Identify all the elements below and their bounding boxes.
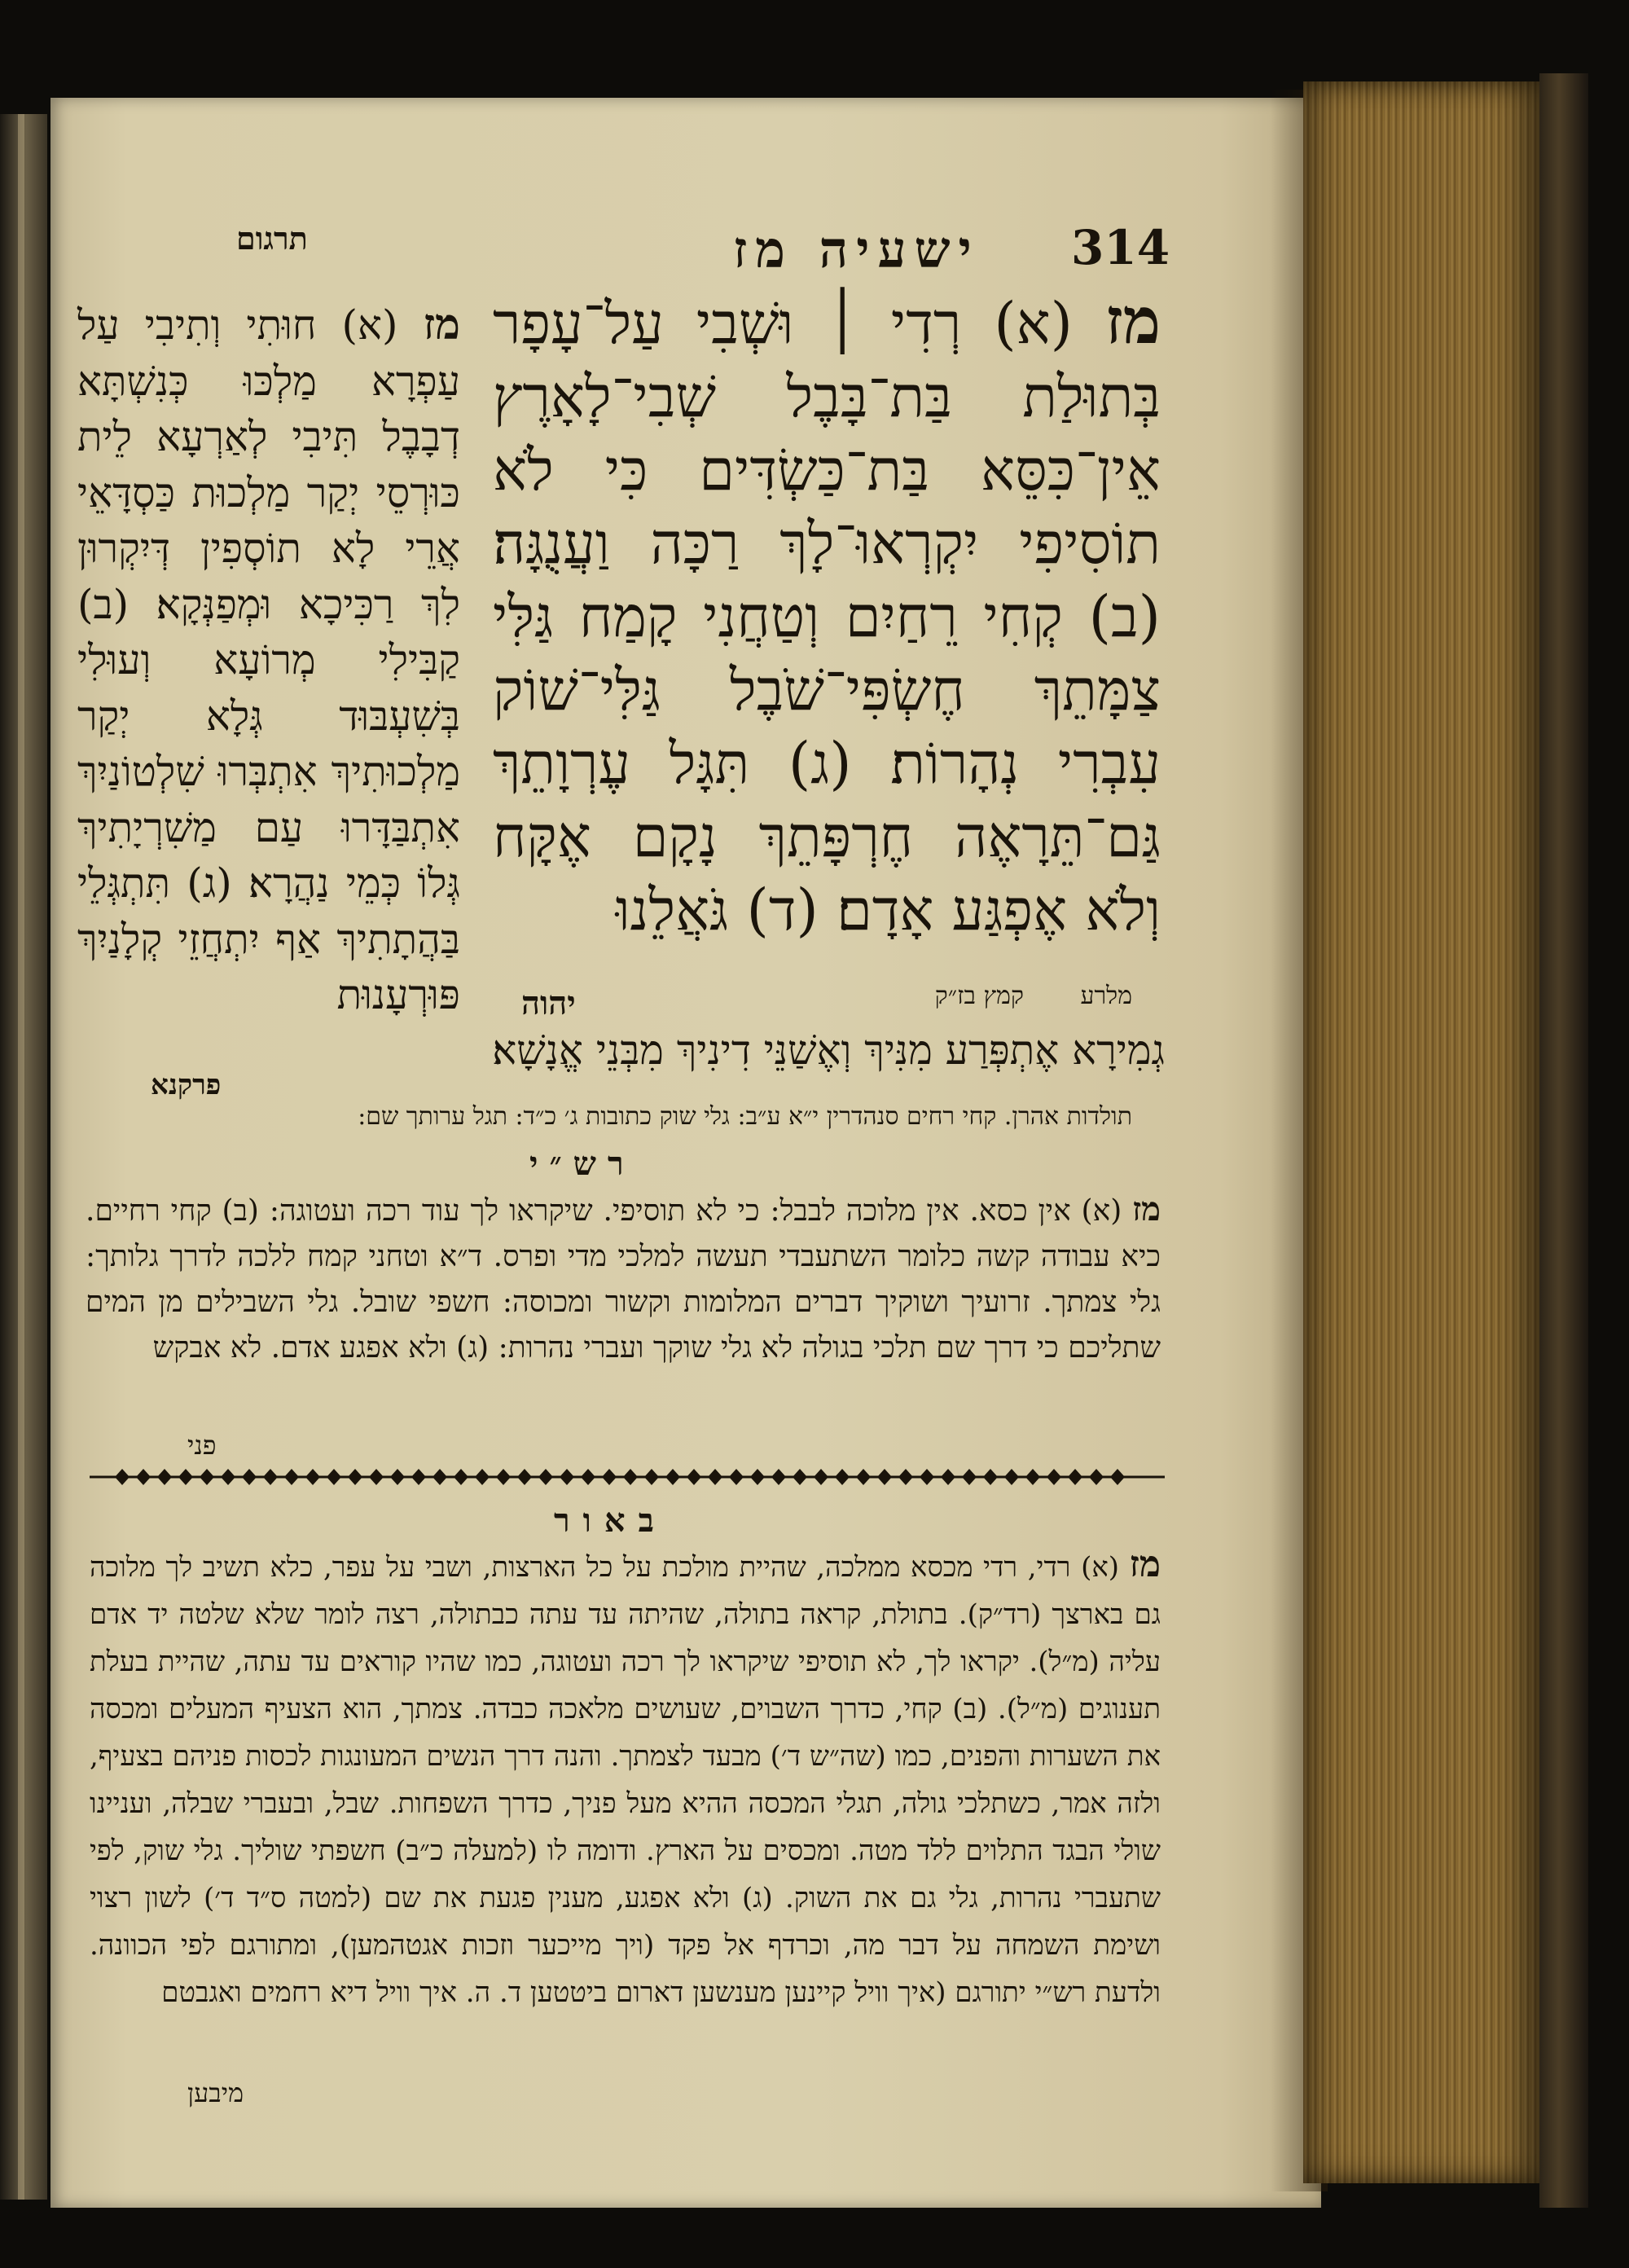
divider-diamond (983, 1469, 998, 1485)
divider-diamond (1068, 1469, 1082, 1485)
divider-diamond (178, 1469, 193, 1485)
targum-body: (א) חוּתִי וְתִיבִי עַל עַפְרָא מַלְכּוּ כְּנִשְׁתָּא דְבָבֶל תִּיבִי לְאַרְעָא לֵית כּוּרְסֵי יְקַר מַלְכוּת כַּסְדָּאֵי אֲרֵי לָא תוֹסְפִין דְּיִקְרוּן לִךְ רַכִּיכָא וּמְפַנְּקָא׃ (ב) קַבִּילִי מְרוֹעָא וְעוּלִי בְּשִׁעְבּוּד גְּלָא יְקַר מַלְכוּתִיךְ אִתְבְּרוּ שִׁלְטוֹנַיִךְ אִתְבַּדָּרוּ עַם מַשִׁרְיָתִיךְ גְּלוֹ כְּמֵי נַהֲרָא׃ (ג) תִּתְגְּלֵי בַּהֲתָתִיךְ אַף יִתְחֲזֵי קְלָנַיִךְ פּוּרְעָנוּת (77, 301, 460, 1018)
targum-column (77, 297, 460, 1023)
masorah-qamets: קמץ בז״ק (934, 982, 1024, 1010)
divider-diamond (221, 1469, 235, 1485)
divider-diamond (136, 1469, 151, 1485)
targum-catchword: פרקנא (151, 1069, 222, 1101)
main-text-column (493, 285, 1161, 947)
divider-diamond (687, 1469, 701, 1485)
divider-diamond (517, 1469, 532, 1485)
book-fore-edge (1303, 81, 1548, 2183)
divider-diamond (941, 1469, 955, 1485)
divider-diamond (1004, 1469, 1019, 1485)
divider-diamond (305, 1469, 320, 1485)
divider-diamond (1110, 1469, 1125, 1485)
divider-diamond (411, 1469, 426, 1485)
rashi-catchword: פני (187, 1430, 217, 1461)
divider-diamond (432, 1469, 447, 1485)
rashi-body: (א) אין כסא. אין מלוכה לבבל: כי לא תוסיפי. שיקראו לך עוד רכה ועטוגה: (ב) קחי רחיים. כיא עבודה קשה כלומר השתעבדי תעשה למלכי מדי ופרס. ד״א וטחני קמח ללכה לדרך גלותך: גלי צמתך. זרועיך ושוקיך דברים המלומות וקשור ומכוסה: חשפי שובל. גלי השבילים מן המים שתליכם כי דרך שם תלכי בגולה לא גלי שוקך ועברי נהרות: (ג) ולא אפגע אדם. לא אבקש (86, 1194, 1161, 1365)
divider-diamond (602, 1469, 617, 1485)
divine-name: יהוה (521, 984, 576, 1022)
page-number: 314 (1071, 220, 1170, 275)
divider-diamond (920, 1469, 934, 1485)
rashi-heading: רש״י (529, 1145, 635, 1183)
main-text-body: (א) רְדִי ׀ וּשְׁבִי עַל־עָפָר בְּתוּלַת בַּת־בָּבֶל שְׁבִי־לָאָרֶץ אֵין־כִּסֵּא בַּת־כַּשְׂדִּים כִּי לֹא תוֹסִיפִי יִקְרְאוּ־לָךְ רַכָּה וַעֲנֻגָּה׃ (ב) קְחִי רֵחַיִם וְטַחֲנִי קָמַח גַּלִּי צַמָּתֵךְ חֶשְׂפִּי־שֹׁבֶל גַּלִּי־שׁוֹק עִבְרִי נְהָרוֹת׃ (ג) תִּגָּל עֶרְוָתֵךְ גַּם־תֵּרָאֶה חֶרְפָּתֵךְ נָקָם אֶקָּח וְלֹא אֶפְגַּע אָדָם׃ (ד) גֹּאֲלֵנוּ (493, 290, 1161, 943)
facing-page-highlight (18, 114, 24, 2200)
targum-chapter-number: מז (423, 300, 460, 349)
ornamental-divider (90, 1465, 1165, 1489)
running-title: ישעיה מז (733, 220, 980, 279)
divider-diamond (1047, 1469, 1061, 1485)
beur-commentary (90, 1541, 1161, 2016)
divider-diamond (157, 1469, 172, 1485)
toledot-aharon-note: תולדות אהרן. קחי רחים סנהדרין י״א ע״ב: גלי שוק כתובות ג׳ כ״ד: תגל ערותך שם: (358, 1102, 1132, 1131)
divider-diamond (263, 1469, 278, 1485)
divider-diamond (644, 1469, 659, 1485)
book-cover-edge (1539, 73, 1588, 2208)
divider-diamond (877, 1469, 892, 1485)
divider-diamond (898, 1469, 913, 1485)
masorah-notes (676, 982, 1132, 1010)
chapter-number: מז (1105, 284, 1161, 358)
divider-diamond (496, 1469, 511, 1485)
targum-column-heading: תרגום (236, 220, 308, 257)
divider-diamond (708, 1469, 722, 1485)
targum-continuation: גְמִירָא אֶתְפְּרַע מִנִּיךְ וְאֶשַׁנֵּי דִינִיךְ מִבְּנֵי אֱנָשָׁא׃ (492, 1026, 1165, 1074)
divider-diamond (348, 1469, 362, 1485)
beur-catchword: מיבען (187, 2077, 244, 2108)
divider-diamond (750, 1469, 765, 1485)
divider-diamond (454, 1469, 468, 1485)
divider-diamond (814, 1469, 828, 1485)
divider-diamond (200, 1469, 214, 1485)
divider-diamond (284, 1469, 299, 1485)
divider-diamond (793, 1469, 807, 1485)
divider-diamond (1089, 1469, 1104, 1485)
divider-diamond (581, 1469, 595, 1485)
divider-diamond (475, 1469, 490, 1485)
divider-diamond (856, 1469, 871, 1485)
divider-diamond (538, 1469, 553, 1485)
beur-heading: באור (554, 1501, 667, 1540)
masorah-milra: מלרע (1080, 982, 1132, 1010)
rashi-chapter-number: מז (1132, 1190, 1161, 1228)
divider-diamond (623, 1469, 638, 1485)
divider-diamond (560, 1469, 574, 1485)
divider-diamond (369, 1469, 384, 1485)
divider-diamond (771, 1469, 786, 1485)
divider-diamond (327, 1469, 341, 1485)
divider-diamond (729, 1469, 744, 1485)
divider-diamond (835, 1469, 850, 1485)
divider-diamond (962, 1469, 977, 1485)
beur-chapter-number: מז (1129, 1544, 1161, 1585)
divider-diamond (242, 1469, 257, 1485)
divider-diamond (390, 1469, 405, 1485)
divider-diamond (115, 1469, 130, 1485)
beur-body: (א) רדי, רדי מכסא ממלכה, שהיית מולכת על כל הארצות, ושבי על עפר, כלא תשיב לך מלוכה גם בארצך (רד״ק). בתולת, קראה בתולה, שהיתה עד עתה כבתולה, רצה לומר שלא שלטה יד אדם עליה (מ״ל). יקראו לך, לא תוסיפי שיקראו לך רכה ועטוגה, כמו שהיו קוראים עד עתה, שהיית בעלת תענוגים (מ״ל). (ב) קחי, כדרך השבוים, שעושים מלאכה כבדה. צמתך, הוא הצעיף המעלים ומכסה את השערות והפנים, כמו (שה״ש ד׳) מבעד לצמתך. והנה דרך הנשים המעונגות לכסות פניהם בצעיף, ולזה אמר, כשתלכי גולה, תגלי המכסה ההיא מעל פניך, כדרך השפחות. שבל, ובעברי שבלה, ועניינו שולי הבגד התלוים ללד מטה. ומכסים על הארץ. ודומה לו (למעלה כ״ב) חשפתי שוליך. גלי שוק, לפי שתעברי נהרות, גלי גם את השוק. (ג) ולא אפגע, מענין פגעת את שם (למטה ס״ד ד׳) לשון רצוי ושימת השמחה על דבר מה, וכרדף אל פקד (ויך מייכער וזכות אגטהמען), ומתורגם לפי הכוונה. ולדעת רש״י יתורגם (איך וויל קיינען מענשען דארום ביטטען ד. ה. איך וויל דיא רחמים ואגבטם (90, 1551, 1161, 2009)
rashi-commentary (86, 1187, 1161, 1371)
divider-diamond (665, 1469, 680, 1485)
divider-diamond (1025, 1469, 1040, 1485)
